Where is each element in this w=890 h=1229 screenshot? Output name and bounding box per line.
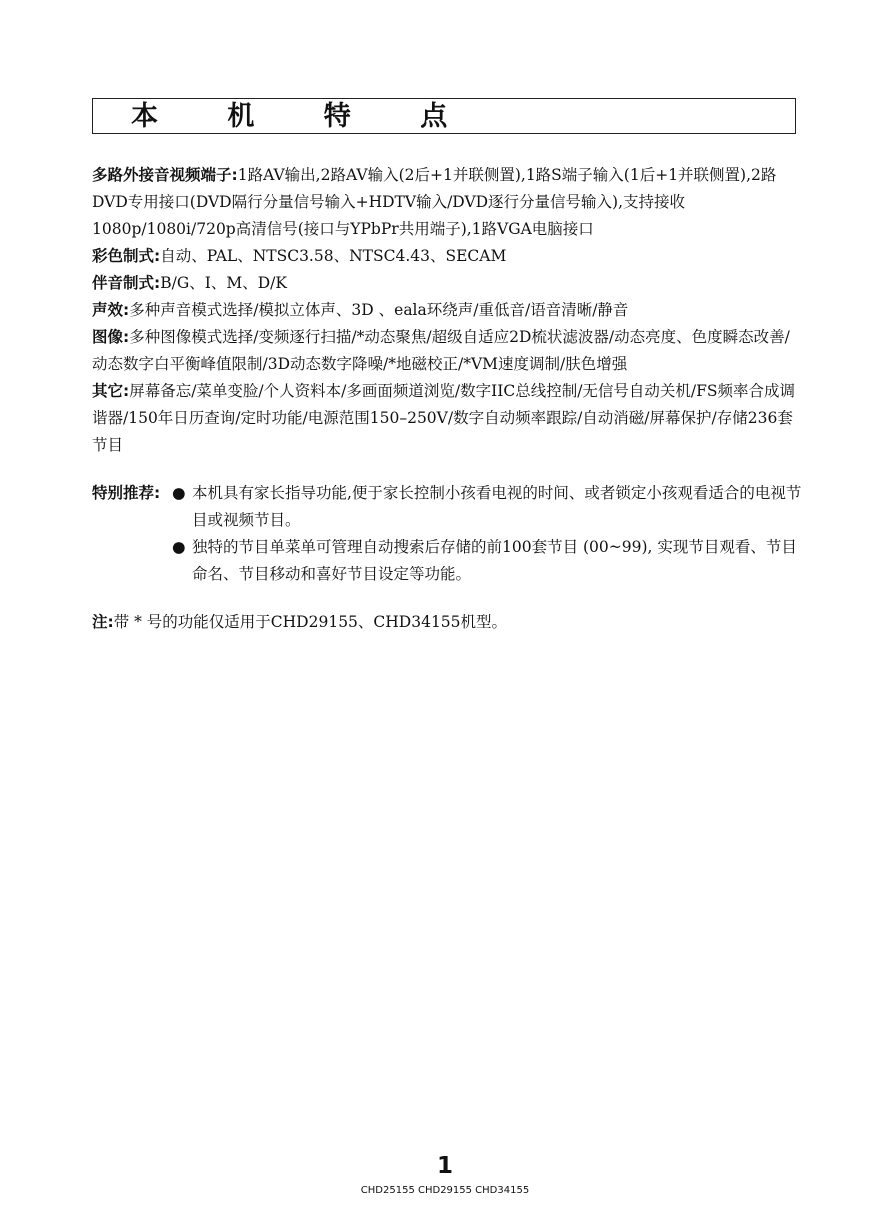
feature-text: 多种图像模式选择/变频逐行扫描/*动态聚焦/超级自适应2D梳状滤波器/动态亮度、色度瞬态改善/动态数字白平衡峰值限制/3D动态数字降噪/*地磁校正/*VM速度调制/肤色增强 — [92, 328, 790, 373]
feature-color-system — [92, 243, 804, 270]
recommend-text: 本机具有家长指导功能,便于家长控制小孩看电视的时间、或者锁定小孩观看适合的电视节目或视频节目。 — [192, 484, 802, 529]
feature-sound-system — [92, 270, 804, 297]
title-box — [92, 98, 796, 134]
note-label: 注: — [92, 613, 114, 631]
note — [92, 609, 804, 636]
model-numbers: CHD25155 CHD29155 CHD34155 — [360, 1185, 530, 1196]
page-number: 1 — [436, 1153, 453, 1179]
feature-text: 屏幕备忘/菜单变脸/个人资料本/多画面频道浏览/数字IIC总线控制/无信号自动关机/FS频率合成调谐器/150年日历查询/定时功能/电源范围150–250V/数字自动频率跟踪/自动消磁/屏幕保护/存储236套节目 — [92, 382, 796, 454]
feature-content — [92, 162, 804, 636]
feature-label: 图像: — [92, 328, 130, 346]
special-recommendation — [92, 480, 804, 588]
recommend-list — [172, 480, 804, 588]
feature-text: 1路AV输出,2路AV输入(2后+1并联侧置),1路S端子输入(1后+1并联侧置),2路DVD专用接口(DVD隔行分量信号输入+HDTV输入/DVD逐行分量信号输入),支持接收1080p/1080i/720p高清信号(接口与YPbPr共用端子),1路VGA电脑接口 — [92, 166, 777, 238]
list-item — [172, 534, 804, 588]
feature-label: 其它: — [92, 382, 130, 400]
bullet-icon: ● — [172, 484, 186, 502]
feature-sound-effects — [92, 297, 804, 324]
feature-picture — [92, 324, 804, 378]
feature-text: 自动、PAL、NTSC3.58、NTSC4.43、SECAM — [160, 247, 507, 265]
feature-label: 伴音制式: — [92, 274, 161, 292]
note-text: 带 * 号的功能仅适用于CHD29155、CHD34155机型。 — [113, 613, 508, 631]
feature-label: 彩色制式: — [92, 247, 161, 265]
feature-text: 多种声音模式选择/模拟立体声、3D 、eala环绕声/重低音/语音清晰/静音 — [129, 301, 629, 319]
recommend-label: 特别推荐: — [92, 484, 161, 502]
recommend-text: 独特的节目单菜单可管理自动搜索后存储的前100套节目 (00~99), 实现节目观看、节目命名、节目移动和喜好节目设定等功能。 — [192, 538, 797, 583]
feature-label: 声效: — [92, 301, 130, 319]
feature-av-terminals — [92, 162, 804, 243]
feature-label: 多路外接音视频端子: — [92, 166, 238, 184]
feature-other — [92, 378, 804, 459]
feature-text: B/G、I、M、D/K — [160, 274, 287, 292]
page-title: 本 机 特 点 — [131, 101, 478, 132]
bullet-icon: ● — [172, 538, 186, 556]
list-item — [172, 480, 804, 534]
